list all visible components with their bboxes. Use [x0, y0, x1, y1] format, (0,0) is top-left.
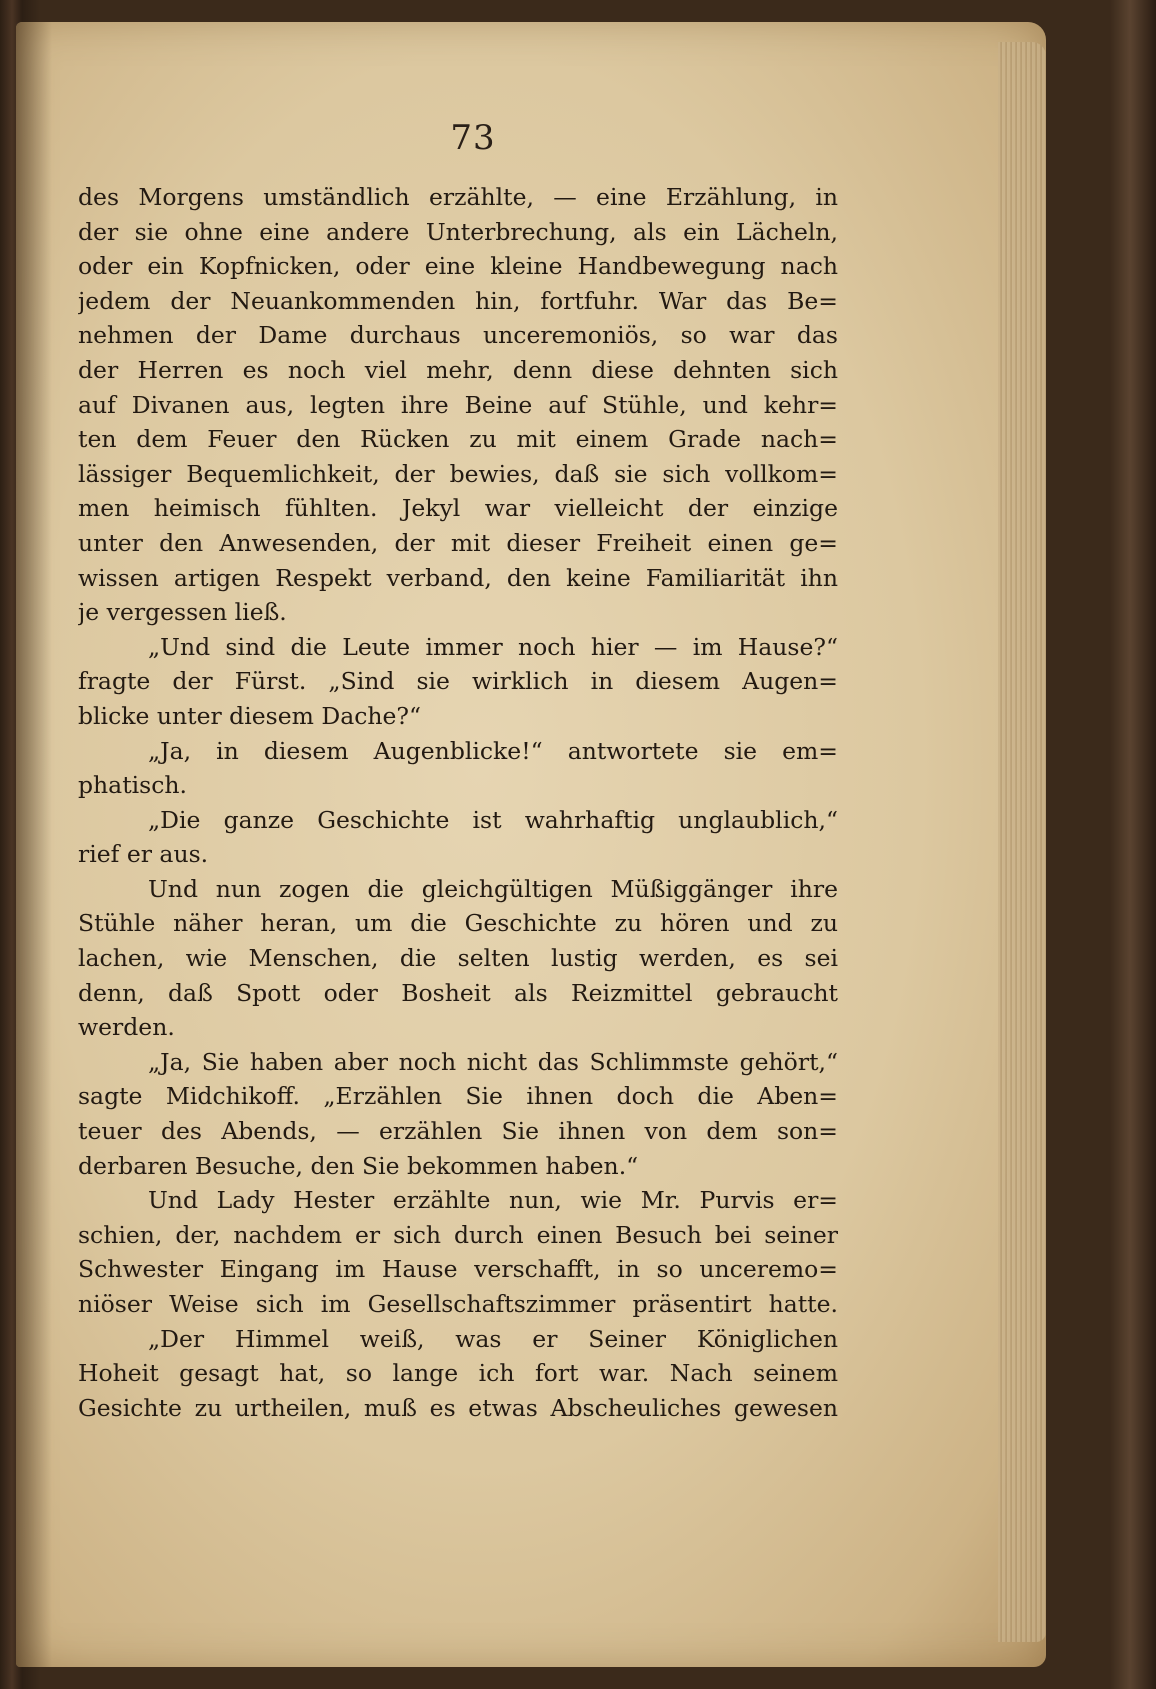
text-line: auf Divanen aus, legten ihre Beine auf Stühle, und kehr=	[78, 390, 838, 419]
text-line: der Herren es noch viel mehr, denn diese dehnten sich	[78, 355, 838, 384]
text-line: Schwester Eingang im Hause verschafft, in so unceremo=	[78, 1255, 838, 1284]
text-line: Und Lady Hester erzählte nun, wie Mr. Purvis er=	[148, 1186, 838, 1215]
text-line: „Und sind die Leute immer noch hier — im Hause?“	[148, 632, 838, 661]
text-line: „Ja, Sie haben aber noch nicht das Schlimmste gehört,“	[148, 1047, 838, 1076]
text-line: Gesichte zu urtheilen, muß es etwas Abscheuliches gewesen	[78, 1393, 838, 1422]
page-number: 73	[450, 118, 496, 158]
text-line: teuer des Abends, — erzählen Sie ihnen von dem son=	[78, 1117, 838, 1146]
text-line: lässiger Bequemlichkeit, der bewies, daß sie sich vollkom=	[78, 459, 838, 488]
text-line: nehmen der Dame durchaus unceremoniös, so war das	[78, 321, 838, 350]
page-edges	[998, 42, 1046, 1642]
text-line: men heimisch fühlten. Jekyl war vielleicht der einzige	[78, 494, 838, 523]
text-line: „Ja, in diesem Augenblicke!“ antwortete sie em=	[148, 736, 838, 765]
text-line: oder ein Kopfnicken, oder eine kleine Handbewegung nach	[78, 252, 838, 281]
text-line: phatisch.	[78, 771, 187, 800]
text-line: werden.	[78, 1013, 175, 1042]
text-line: „Die ganze Geschichte ist wahrhaftig unglaublich,“	[148, 805, 838, 834]
text-line: blicke unter diesem Dache?“	[78, 701, 422, 730]
text-line: denn, daß Spott oder Bosheit als Reizmittel gebraucht	[78, 978, 838, 1007]
text-line: je vergessen ließ.	[78, 598, 287, 627]
text-line: „Der Himmel weiß, was er Seiner Königlichen	[148, 1324, 838, 1353]
text-line: Hoheit gesagt hat, so lange ich fort war. Nach seinem	[78, 1359, 838, 1388]
body-text	[78, 180, 838, 1425]
text-line: ten dem Feuer den Rücken zu mit einem Grade nach=	[78, 425, 838, 454]
text-line: unter den Anwesenden, der mit dieser Freiheit einen ge=	[78, 528, 838, 557]
text-line: Und nun zogen die gleichgültigen Müßiggänger ihre	[148, 874, 838, 903]
text-line: lachen, wie Menschen, die selten lustig werden, es sei	[78, 944, 838, 973]
text-line: des Morgens umständlich erzählte, — eine Erzählung, in	[78, 183, 838, 211]
text-line: niöser Weise sich im Gesellschaftszimmer präsentirt hatte.	[78, 1290, 838, 1318]
text-line: wissen artigen Respekt verband, den keine Familiarität ihn	[78, 563, 838, 592]
text-line: Stühle näher heran, um die Geschichte zu hören und zu	[78, 909, 838, 938]
text-line: sagte Midchikoff. „Erzählen Sie ihnen doch die Aben=	[78, 1082, 838, 1111]
text-line: der sie ohne eine andere Unterbrechung, als ein Lächeln,	[78, 217, 838, 246]
page-gutter-shadow	[16, 22, 52, 1667]
text-line: fragte der Fürst. „Sind sie wirklich in diesem Augen=	[78, 667, 838, 696]
text-line: jedem der Neuankommenden hin, fortfuhr. War das Be=	[78, 286, 838, 315]
text-line: schien, der, nachdem er sich durch einen Besuch bei seiner	[78, 1220, 838, 1249]
text-line: derbaren Besuche, den Sie bekommen haben.“	[78, 1151, 639, 1180]
text-line: rief er aus.	[78, 840, 209, 869]
